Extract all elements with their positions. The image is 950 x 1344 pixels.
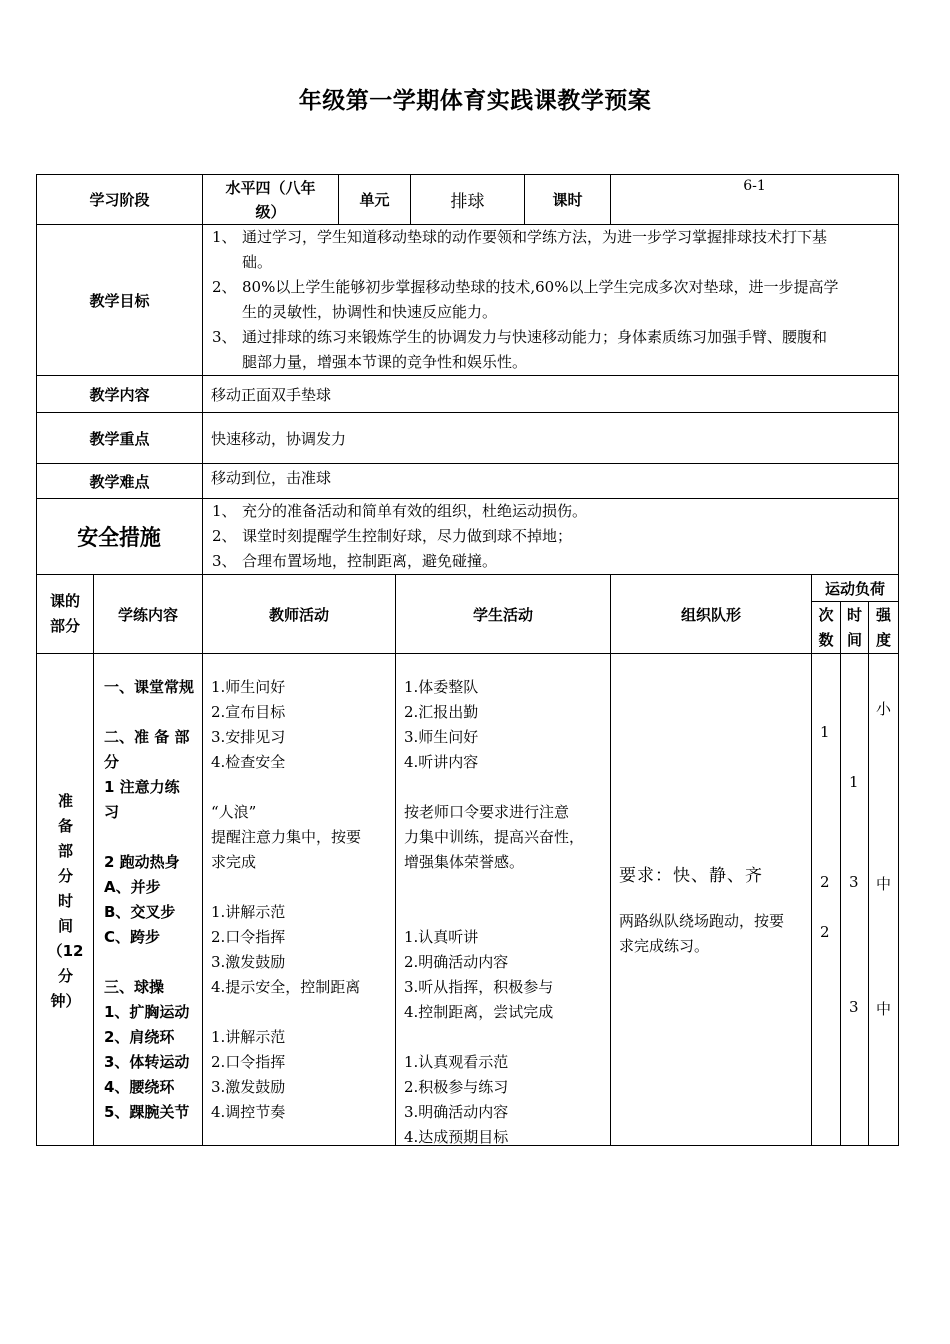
student-line: 1.认真听讲 <box>404 927 479 946</box>
formation-header: 组织队形 <box>611 575 812 654</box>
teacher-line: “人浪” <box>211 802 257 821</box>
lesson-info-table <box>36 174 899 575</box>
count-value: 2 <box>820 872 830 891</box>
prep-count-cell <box>812 654 841 1146</box>
teacher-line: 2.宣布目标 <box>211 702 286 721</box>
intensity-header: 强 度 <box>869 602 899 654</box>
activities-table <box>36 574 899 1146</box>
practice-header: 学练内容 <box>94 575 203 654</box>
objective-item: 3、 通过排球的练习来锻炼学生的协调发力与快速移动能力；身体素质练习加强手臂、腰腹和 腿部力量，增强本节课的竞争性和娱乐性。 <box>212 328 828 371</box>
intensity-value: 小 <box>876 699 892 718</box>
objective-item: 1、 通过学习，学生知道移动垫球的动作要领和学练方法，为进一步学习掌握排球技术打下基 础。 <box>212 228 828 271</box>
teacher-line: 提醒注意力集中，按要 <box>211 827 362 846</box>
safety-list <box>203 499 899 575</box>
teacher-line: 4.检查安全 <box>211 752 286 771</box>
student-line: 3.明确活动内容 <box>404 1102 509 1121</box>
practice-line: 1 注意力练 <box>104 777 180 796</box>
student-line: 力集中训练，提高兴奋性， <box>404 827 585 846</box>
student-line: 3.听从指挥，积极参与 <box>404 977 554 996</box>
practice-line: 1、扩胸运动 <box>104 1002 190 1021</box>
student-line: 1.体委整队 <box>404 677 479 696</box>
time-header: 时 间 <box>841 602 869 654</box>
practice-line: A、并步 <box>104 877 161 896</box>
count-value: 2 <box>820 922 830 941</box>
student-line: 2.积极参与练习 <box>404 1077 509 1096</box>
student-line: 增强集体荣誉感。 <box>404 852 525 871</box>
student-header: 学生活动 <box>396 575 611 654</box>
student-line: 4.达成预期目标 <box>404 1127 509 1146</box>
unit-value: 排球 <box>411 175 525 225</box>
objectives-list <box>203 225 899 376</box>
safety-item: 1、 充分的准备活动和简单有效的组织，杜绝运动损伤。 <box>212 502 588 520</box>
practice-line: 分 <box>104 752 120 771</box>
difficulties-value: 移动到位，击准球 <box>203 464 899 499</box>
key-points-value: 快速移动，协调发力 <box>203 413 899 464</box>
page-title: 年级第一学期体育实践课教学预案 <box>298 88 652 114</box>
formation-requirement: 要求：快、静、齐 <box>619 865 763 886</box>
practice-line: 3、体转运动 <box>104 1052 190 1071</box>
prep-time-cell <box>841 654 869 1146</box>
teacher-line: 1.讲解示范 <box>211 902 286 921</box>
teacher-line: 2.口令指挥 <box>211 1052 286 1071</box>
count-header: 次 数 <box>812 602 841 654</box>
practice-line: 2 跑动热身 <box>104 852 180 871</box>
unit-label: 单元 <box>339 175 411 225</box>
content-value: 移动正面双手垫球 <box>203 376 899 413</box>
lesson-value: 6-1 <box>611 175 899 225</box>
formation-line: 两路纵队绕场跑动，按要 <box>619 911 785 930</box>
practice-line: 2、肩绕环 <box>104 1027 175 1046</box>
teacher-line: 4.提示安全，控制距离 <box>211 977 361 996</box>
prep-teacher-cell <box>203 654 396 1146</box>
count-value: 1 <box>820 722 830 741</box>
student-line: 4.控制距离，尝试完成 <box>404 1002 554 1021</box>
practice-line: C、跨步 <box>104 927 161 946</box>
formation-line: 求完成练习。 <box>619 936 710 955</box>
practice-line: 一、课堂常规 <box>104 677 195 696</box>
safety-item: 2、 课堂时刻提醒学生控制好球，尽力做到球不掉地； <box>212 527 573 545</box>
practice-line: 三、球操 <box>104 977 165 996</box>
student-line: 按老师口令要求进行注意 <box>404 802 570 821</box>
content-label: 教学内容 <box>37 376 203 413</box>
student-line: 3.师生问好 <box>404 727 479 746</box>
prep-practice-cell <box>94 654 203 1146</box>
objective-item: 2、 80%以上学生能够初步掌握移动垫球的技术,60%以上学生完成多次对垫球，进一步提高学 生的灵敏性，协调性和快速反应能力。 <box>212 278 839 321</box>
key-points-label: 教学重点 <box>37 413 203 464</box>
teacher-line: 4.调控节奏 <box>211 1102 286 1121</box>
teacher-line: 1.师生问好 <box>211 677 286 696</box>
load-header: 运动负荷 <box>812 575 899 602</box>
stage-label: 学习阶段 <box>37 175 203 225</box>
prep-formation-cell <box>611 654 812 1146</box>
safety-item: 3、 合理布置场地，控制距离，避免碰撞。 <box>212 552 498 570</box>
objectives-label: 教学目标 <box>37 225 203 376</box>
teacher-line: 2.口令指挥 <box>211 927 286 946</box>
teacher-line: 3.激发鼓励 <box>211 1077 286 1096</box>
teacher-header: 教师活动 <box>203 575 396 654</box>
practice-line: 4、腰绕环 <box>104 1077 175 1096</box>
teacher-line: 3.激发鼓励 <box>211 952 286 971</box>
student-line: 2.明确活动内容 <box>404 952 509 971</box>
time-value: 3 <box>849 997 859 1016</box>
intensity-value: 中 <box>876 999 892 1018</box>
part-header: 课的 部分 <box>37 575 94 654</box>
safety-label: 安全措施 <box>37 499 203 575</box>
student-line: 1.认真观看示范 <box>404 1052 509 1071</box>
prep-part-cell: 准 备 部 分 时 间 （12 分 钟） <box>37 654 94 1146</box>
teacher-line: 1.讲解示范 <box>211 1027 286 1046</box>
intensity-value: 中 <box>876 874 892 893</box>
teacher-line: 求完成 <box>211 852 257 871</box>
prep-intensity-cell <box>869 654 899 1146</box>
practice-line: 5、踝腕关节 <box>104 1102 190 1121</box>
lesson-label: 课时 <box>525 175 611 225</box>
difficulties-label: 教学难点 <box>37 464 203 499</box>
prep-student-cell <box>396 654 611 1146</box>
stage-value: 水平四（八年 级） <box>203 175 339 225</box>
teacher-line: 3.安排见习 <box>211 727 286 746</box>
time-value: 3 <box>849 872 859 891</box>
practice-line: 二、准 备 部 <box>104 727 190 746</box>
student-line: 2.汇报出勤 <box>404 702 479 721</box>
time-value: 1 <box>849 772 859 791</box>
student-line: 4.听讲内容 <box>404 752 479 771</box>
practice-line: B、交叉步 <box>104 902 176 921</box>
practice-line: 习 <box>104 802 120 821</box>
